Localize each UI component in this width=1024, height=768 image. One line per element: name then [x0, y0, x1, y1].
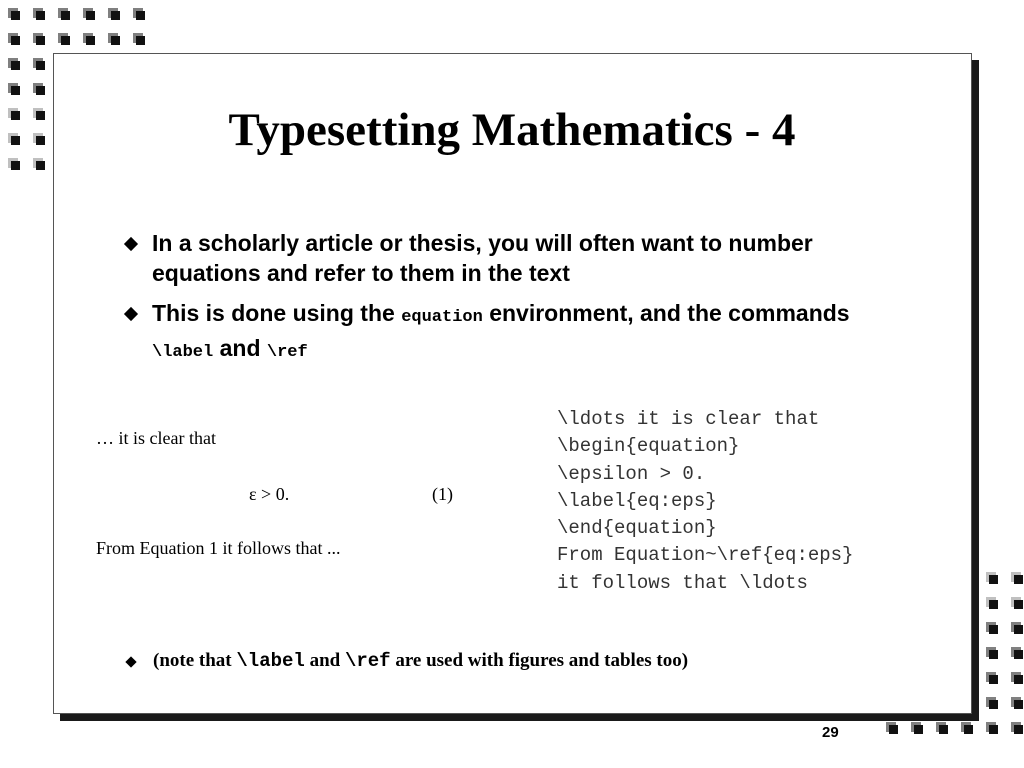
decorative-square: [986, 597, 998, 609]
diamond-bullet-icon: [124, 307, 138, 321]
bullet-item: [122, 228, 882, 288]
decorative-square: [1011, 672, 1023, 684]
decorative-square: [986, 647, 998, 659]
note-text: [153, 650, 688, 672]
decorative-square: [83, 33, 95, 45]
decorative-square: [986, 722, 998, 734]
decorative-square: [33, 58, 45, 70]
decorative-square: [1011, 597, 1023, 609]
note-text-part: (note that: [153, 650, 237, 671]
note-text-part: are used with figures and tables too): [390, 650, 689, 671]
latex-source-code: \ldots it is clear that \begin{equation} \epsilon > 0. \label{eq:eps} \end{equation} From Equation~\ref{eq:eps} it follows that \ldots: [557, 408, 854, 594]
example-text-line: From Equation 1 it follows that ...: [96, 538, 341, 558]
decorative-square: [8, 158, 20, 170]
code-label: \label: [152, 343, 214, 362]
decorative-square: [986, 672, 998, 684]
bullet-text: This is done using the: [152, 300, 402, 326]
bullet-item: [122, 298, 882, 368]
decorative-square: [1011, 622, 1023, 634]
decorative-square: [108, 8, 120, 20]
decorative-square: [986, 697, 998, 709]
decorative-square: [986, 622, 998, 634]
decorative-square: [911, 722, 923, 734]
bullet-text: In a scholarly article or thesis, you will often want to number equations and refer to them in the text: [152, 230, 813, 286]
code-equation: equation: [401, 308, 483, 327]
decorative-square: [58, 8, 70, 20]
decorative-square: [1011, 722, 1023, 734]
equation-number: (1): [432, 484, 453, 504]
decorative-square: [961, 722, 973, 734]
example-equation: ε > 0.: [249, 484, 290, 504]
example-text-line: … it is clear that: [96, 428, 216, 448]
note-text-part: and: [304, 650, 345, 671]
code-ref: \ref: [344, 650, 391, 672]
decorative-square: [1011, 572, 1023, 584]
bullet-text: environment, and the commands: [482, 300, 850, 326]
decorative-square: [58, 33, 70, 45]
diamond-bullet-icon: [124, 237, 138, 251]
decorative-square: [1011, 697, 1023, 709]
decorative-square: [33, 33, 45, 45]
decorative-square: [886, 722, 898, 734]
decorative-square: [33, 8, 45, 20]
slide-title: Typesetting Mathematics - 4: [228, 104, 796, 156]
decorative-square: [33, 83, 45, 95]
decorative-square: [936, 722, 948, 734]
page-number: 29: [822, 724, 839, 741]
decorative-square: [986, 572, 998, 584]
decorative-square: [33, 158, 45, 170]
decorative-square: [8, 8, 20, 20]
bullet-text: and: [213, 335, 267, 361]
decorative-square: [133, 33, 145, 45]
decorative-square: [108, 33, 120, 45]
decorative-square: [8, 83, 20, 95]
decorative-square: [8, 33, 20, 45]
decorative-square: [133, 8, 145, 20]
decorative-square: [83, 8, 95, 20]
code-label: \label: [236, 650, 305, 672]
code-ref: \ref: [266, 343, 308, 362]
decorative-square: [8, 58, 20, 70]
decorative-square: [1011, 647, 1023, 659]
bullet-list: [122, 228, 882, 378]
